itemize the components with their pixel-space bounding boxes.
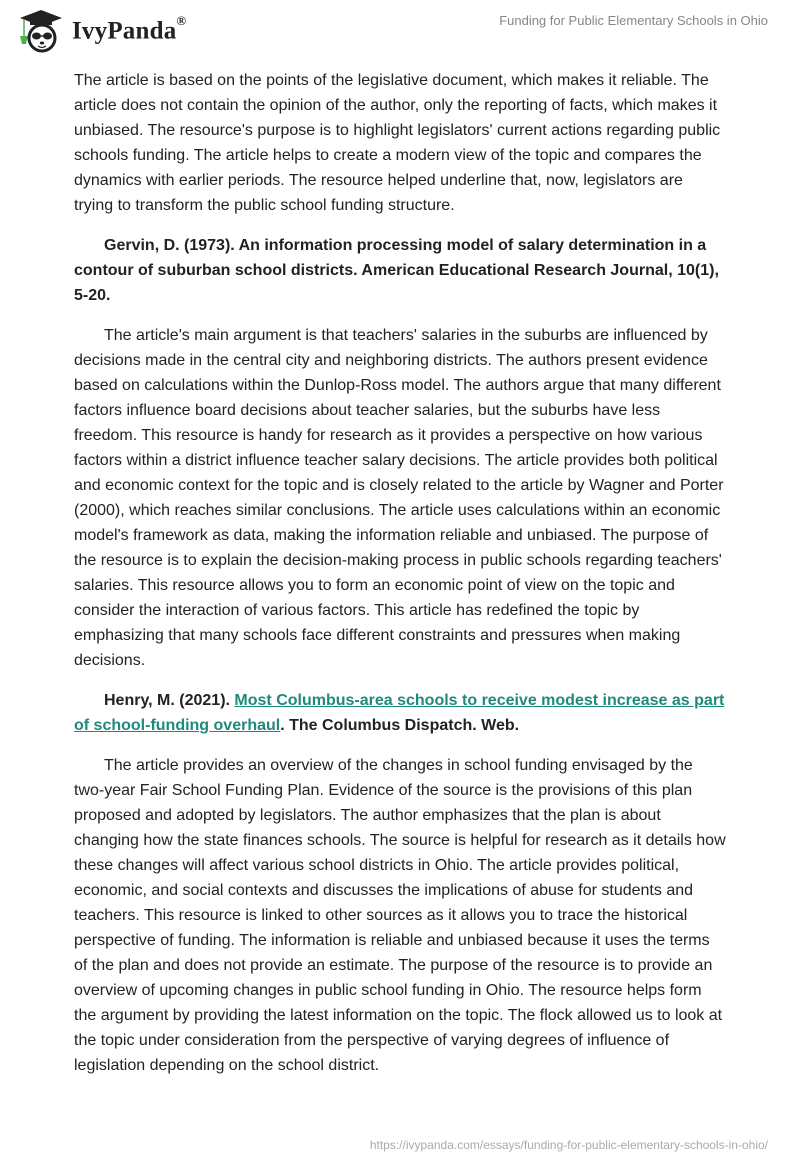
reference-henry: Henry, M. (2021). Most Columbus-area schools to receive modest increase as part of school-funding overhaul. The Columbus Dispatch. Web. [74, 692, 725, 734]
paragraph-gervin-annotation: The article's main argument is that teachers' salaries in the suburbs are influenced by decisions made in the central city and neighboring districts. The authors present evidence based on calculations within the Dunlop-Ross model. The authors argue that many different factors influence board decisions about teacher salaries, but the suburbs have less freedom. This resource is handy for research as it provides a perspective on how various factors within a district influence teacher salary decisions. The article provides both political and economic context for the topic and is closely related to the article by Wagner and Porter (2000), which reaches similar conclusions. The article uses calculations within an economic model's framework as data, making the information reliable and unbiased. The purpose of the resource is to explain the decision-making process in public schools regarding teachers' salaries. This resource allows you to form an economic point of view on the topic and consider the interaction of various factors. This article has redefined the topic by emphasizing that many schools face different constraints and pressures when making decisions. [74, 327, 724, 669]
article-body [74, 68, 726, 1093]
logo-text: IvyPanda® [72, 12, 187, 45]
reference-henry-link[interactable]: Most Columbus-area schools to receive modest increase as part of school-funding overhaul [74, 692, 725, 734]
source-url: https://ivypanda.com/essays/funding-for-public-elementary-schools-in-ohio/ [369, 1138, 768, 1152]
paragraph-henry-annotation: The article provides an overview of the changes in school funding envisaged by the two-year Fair School Funding Plan. Evidence of the source is the provisions of this plan proposed and adopted by legislators. The author emphasizes that the plan is about changing how the state finances schools. The source is helpful for research as it details how these changes will affect various school districts in Ohio. The article provides political, economic, and social contexts and discusses the implications of abuse for students and teachers. This resource is linked to other sources as it allows you to trace the historical perspective of funding. The information is reliable and unbiased because it uses the terms of the plan and does not provide an estimate. The purpose of the resource is to provide an overview of upcoming changes in public school funding in Ohio. The resource helps form the argument by providing the latest information on the topic. The flock allowed us to look at the topic under consideration from the perspective of varying degrees of influence of legislation depending on the school district. [74, 757, 726, 1074]
panda-graduate-icon [18, 8, 64, 54]
document-title: Funding for Public Elementary Schools in Ohio [499, 13, 768, 28]
logo[interactable] [18, 8, 186, 54]
reference-gervin: Gervin, D. (1973). An information processing model of salary determination in a contour of suburban school districts. American Educational Research Journal, 10(1), 5-20. [74, 237, 719, 304]
paragraph-evaluation: The article is based on the points of the legislative document, which makes it reliable. The article does not contain the opinion of the author, only the reporting of facts, which makes it unbiased. The resource's purpose is to highlight legislators' current actions regarding public schools funding. The article helps to create a modern view of the topic and compares the dynamics with earlier periods. The resource helped underline that, now, legislators are trying to transform the public school funding structure. [74, 72, 721, 214]
page-header [0, 0, 800, 62]
